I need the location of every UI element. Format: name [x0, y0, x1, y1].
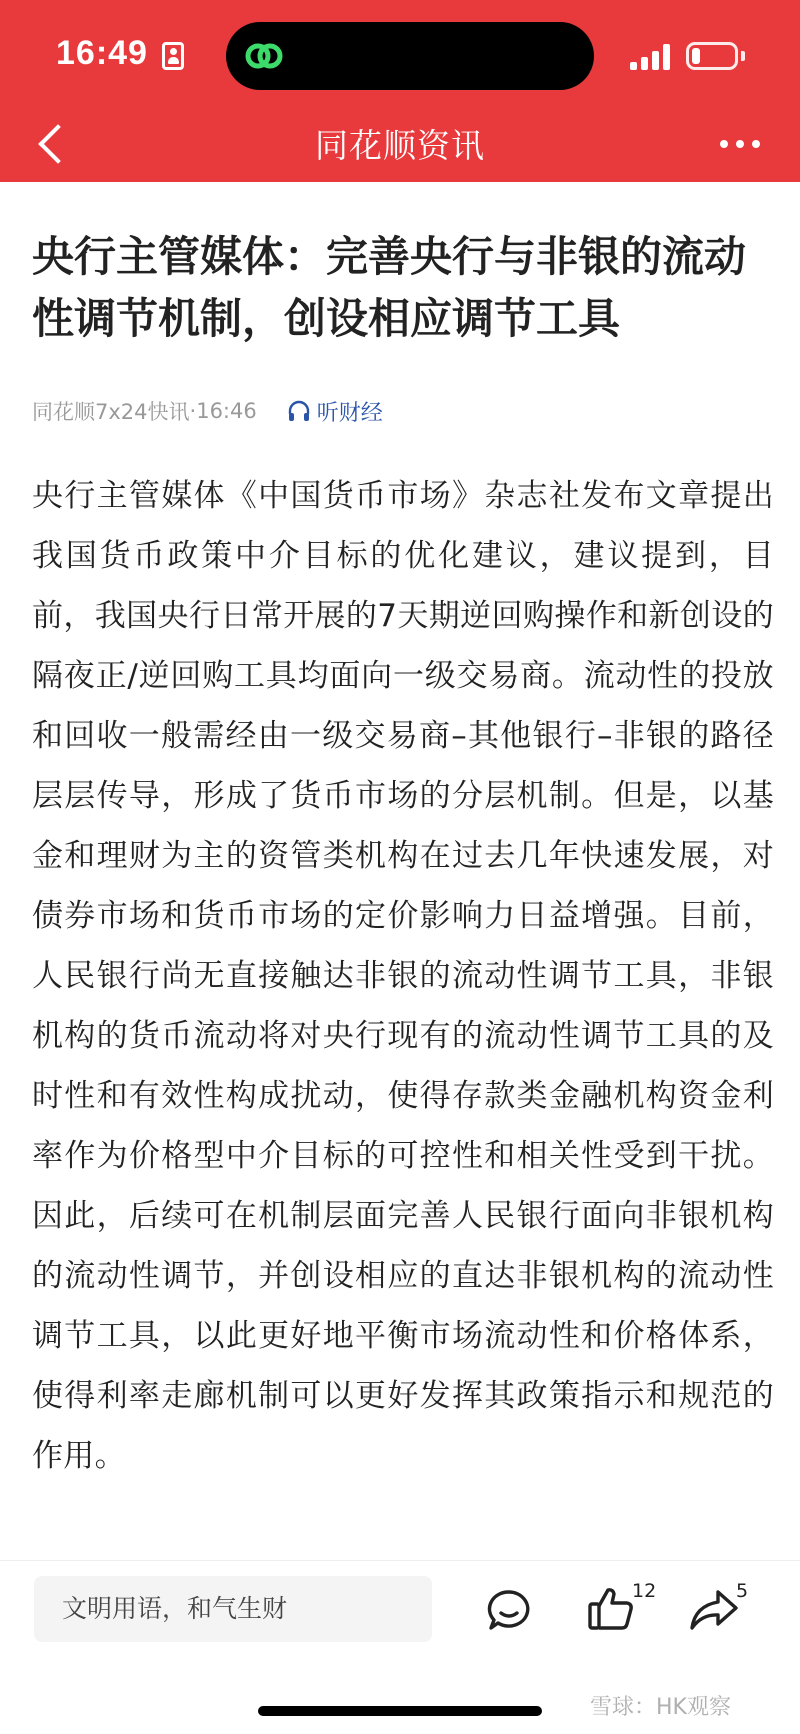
battery-cap	[741, 51, 745, 61]
more-dots-icon	[720, 140, 728, 148]
listen-label: 听财经	[316, 400, 383, 426]
home-indicator	[258, 1706, 542, 1716]
cell-signal-icon	[630, 44, 670, 70]
share-arrow-icon[interactable]	[688, 1586, 740, 1634]
status-bar	[0, 0, 800, 108]
article-title: 央行主管媒体：完善央行与非银的流动性调节机制，创设相应调节工具	[32, 232, 747, 343]
nav-title: 同花顺资讯	[315, 126, 485, 165]
like-count: 12	[632, 1580, 657, 1602]
watermark: 雪球：HK观察	[590, 1695, 731, 1720]
status-time: 16:49	[56, 34, 148, 72]
thumbs-up-icon[interactable]	[586, 1584, 636, 1634]
article-body: 央行主管媒体《中国货币市场》杂志社发布文章提出我国货币政策中介目标的优化建议，建议提到，目前，我国央行日常开展的7天期逆回购操作和新创设的隔夜正/逆回购工具均面向一级交易商。流动性的投放和回收一般需经由一级交易商–其他银行–非银的路径层层传导，形成了货币市场的分层机制。但是，以基金和理财为主的资管类机构在过去几年快速发展，对债券市场和货币市场的定价影响力日益增强。目前，人民银行尚无直接触达非银的流动性调节工具，非银机构的货币流动将对央行现有的流动性调节工具的及时性和有效性构成扰动，使得存款类金融机构资金利率作为价格型中介目标的可控性和相关性受到干扰。因此，后续可在机制层面完善人民银行面向非银机构的流动性调节，并创设相应的直达非银机构的流动性调节工具，以此更好地平衡市场流动性和价格体系，使得利率走廊机制可以更好发挥其政策指示和规范的作用。	[32, 478, 774, 1474]
comment-bubble-icon[interactable]	[486, 1588, 532, 1634]
bottom-divider	[0, 1560, 800, 1561]
article-meta	[32, 396, 383, 426]
more-button[interactable]	[710, 122, 770, 166]
contact-card-icon	[162, 42, 184, 70]
comment-input[interactable]: 文明用语，和气生财	[34, 1576, 432, 1642]
dynamic-island	[226, 22, 594, 90]
share-count: 5	[736, 1580, 749, 1602]
article-time: 16:46	[196, 399, 257, 423]
app-header	[0, 0, 800, 182]
headphones-icon	[287, 399, 311, 423]
article-source[interactable]: 同花顺7x24快讯	[32, 400, 190, 424]
battery-icon	[686, 42, 738, 70]
nav-bar	[0, 108, 800, 182]
meta-separator: ·	[189, 399, 197, 423]
listen-button[interactable]	[287, 396, 383, 427]
link-chain-icon	[242, 34, 286, 78]
